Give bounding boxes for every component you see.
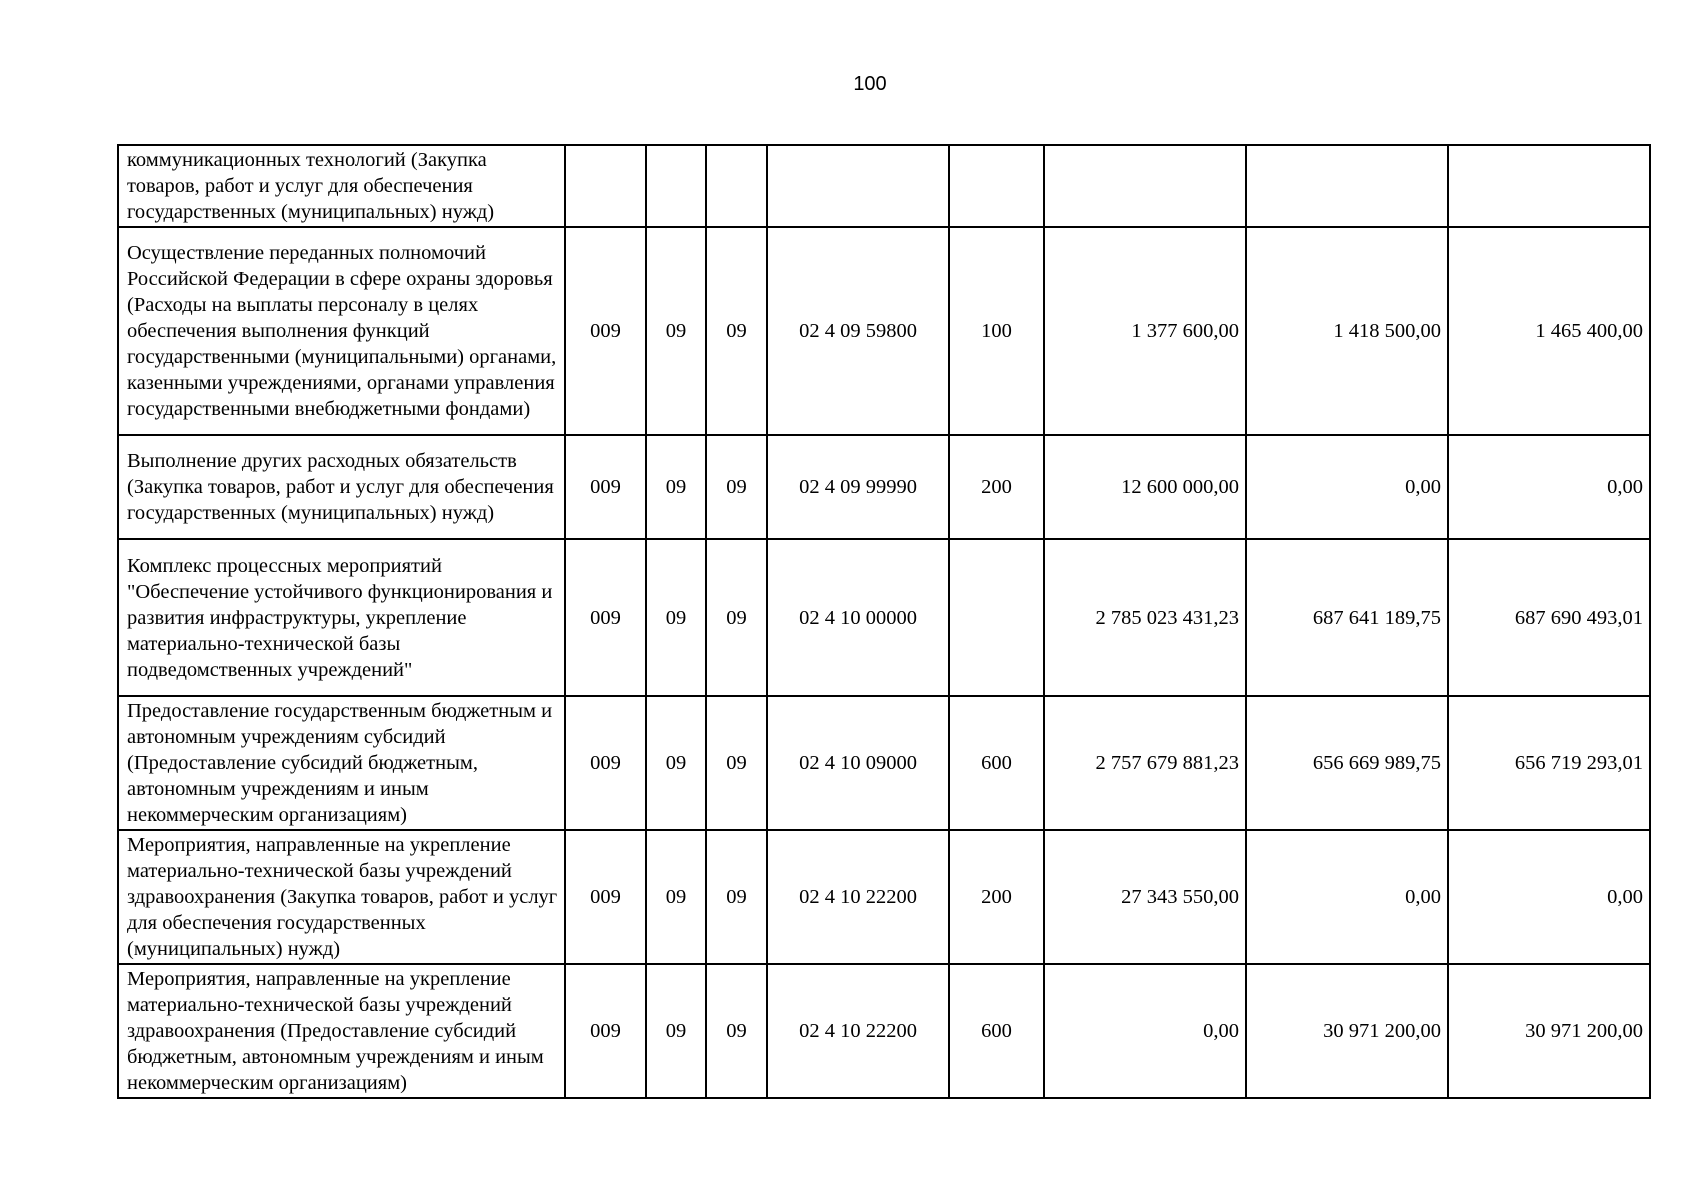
subsection-code-cell: 09 [706, 227, 767, 435]
expense-name-cell: Предоставление государственным бюджетным и автономным учреждениям субсидий (Предоставление субсидий бюджетным, автономным учреждениям и иным некоммерческим организациям) [118, 696, 565, 830]
grbs-code-cell: 009 [565, 539, 646, 696]
target-article-cell: 02 4 10 22200 [767, 964, 949, 1098]
amount-year-2-cell [1246, 145, 1448, 227]
subsection-code-cell: 09 [706, 830, 767, 964]
grbs-code-cell: 009 [565, 964, 646, 1098]
amount-year-3-cell: 0,00 [1448, 435, 1650, 539]
section-code-cell: 09 [646, 435, 706, 539]
expense-name-cell: Выполнение других расходных обязательств (Закупка товаров, работ и услуг для обеспечения государственных (муниципальных) нужд) [118, 435, 565, 539]
section-code-cell: 09 [646, 539, 706, 696]
target-article-cell: 02 4 10 09000 [767, 696, 949, 830]
grbs-code-cell: 009 [565, 830, 646, 964]
amount-year-1-cell [1044, 145, 1246, 227]
grbs-code-cell: 009 [565, 227, 646, 435]
expense-type-cell: 600 [949, 964, 1044, 1098]
subsection-code-cell: 09 [706, 964, 767, 1098]
amount-year-1-cell: 12 600 000,00 [1044, 435, 1246, 539]
amount-year-3-cell: 687 690 493,01 [1448, 539, 1650, 696]
section-code-cell: 09 [646, 696, 706, 830]
subsection-code-cell: 09 [706, 435, 767, 539]
subsection-code-cell: 09 [706, 696, 767, 830]
expense-name-cell: Мероприятия, направленные на укрепление материально-технической базы учреждений здравоохранения (Предоставление субсидий бюджетным, автономным учреждениям и иным некоммерческим организациям) [118, 964, 565, 1098]
amount-year-1-cell: 2 757 679 881,23 [1044, 696, 1246, 830]
expense-type-cell: 100 [949, 227, 1044, 435]
table-row [118, 435, 1650, 539]
expense-name-cell: Комплекс процессных мероприятий "Обеспечение устойчивого функционирования и развития инфраструктуры, укрепление материально-технической базы подведомственных учреждений" [118, 539, 565, 696]
page-number: 100 [853, 73, 887, 95]
target-article-cell: 02 4 10 22200 [767, 830, 949, 964]
section-code-cell: 09 [646, 227, 706, 435]
amount-year-2-cell: 0,00 [1246, 435, 1448, 539]
target-article-cell: 02 4 09 99990 [767, 435, 949, 539]
grbs-code-cell: 009 [565, 696, 646, 830]
section-code-cell [646, 145, 706, 227]
budget-table [117, 144, 1651, 1099]
amount-year-2-cell: 687 641 189,75 [1246, 539, 1448, 696]
amount-year-3-cell [1448, 145, 1650, 227]
section-code-cell: 09 [646, 830, 706, 964]
expense-type-cell [949, 539, 1044, 696]
amount-year-1-cell: 27 343 550,00 [1044, 830, 1246, 964]
amount-year-3-cell: 30 971 200,00 [1448, 964, 1650, 1098]
amount-year-2-cell: 0,00 [1246, 830, 1448, 964]
expense-type-cell [949, 145, 1044, 227]
expense-type-cell: 200 [949, 830, 1044, 964]
expense-name-cell: коммуникационных технологий (Закупка товаров, работ и услуг для обеспечения государственных (муниципальных) нужд) [118, 145, 565, 227]
target-article-cell: 02 4 09 59800 [767, 227, 949, 435]
subsection-code-cell [706, 145, 767, 227]
target-article-cell [767, 145, 949, 227]
table-row [118, 830, 1650, 964]
expense-type-cell: 600 [949, 696, 1044, 830]
expense-name-cell: Мероприятия, направленные на укрепление материально-технической базы учреждений здравоохранения (Закупка товаров, работ и услуг для обеспечения государственных (муниципальных) нужд) [118, 830, 565, 964]
grbs-code-cell: 009 [565, 435, 646, 539]
table-row [118, 696, 1650, 830]
subsection-code-cell: 09 [706, 539, 767, 696]
amount-year-2-cell: 1 418 500,00 [1246, 227, 1448, 435]
table-row [118, 964, 1650, 1098]
expense-type-cell: 200 [949, 435, 1044, 539]
amount-year-2-cell: 30 971 200,00 [1246, 964, 1448, 1098]
amount-year-1-cell: 1 377 600,00 [1044, 227, 1246, 435]
amount-year-1-cell: 2 785 023 431,23 [1044, 539, 1246, 696]
expense-name-cell: Осуществление переданных полномочий Российской Федерации в сфере охраны здоровья (Расходы на выплаты персоналу в целях обеспечения выполнения функций государственными (муниципальными) органами, казенными учреждениями, органами управления государственными внебюджетными фондами) [118, 227, 565, 435]
table-row [118, 539, 1650, 696]
target-article-cell: 02 4 10 00000 [767, 539, 949, 696]
amount-year-3-cell: 1 465 400,00 [1448, 227, 1650, 435]
amount-year-2-cell: 656 669 989,75 [1246, 696, 1448, 830]
amount-year-1-cell: 0,00 [1044, 964, 1246, 1098]
table-row [118, 227, 1650, 435]
section-code-cell: 09 [646, 964, 706, 1098]
amount-year-3-cell: 656 719 293,01 [1448, 696, 1650, 830]
amount-year-3-cell: 0,00 [1448, 830, 1650, 964]
table-row [118, 145, 1650, 227]
grbs-code-cell [565, 145, 646, 227]
